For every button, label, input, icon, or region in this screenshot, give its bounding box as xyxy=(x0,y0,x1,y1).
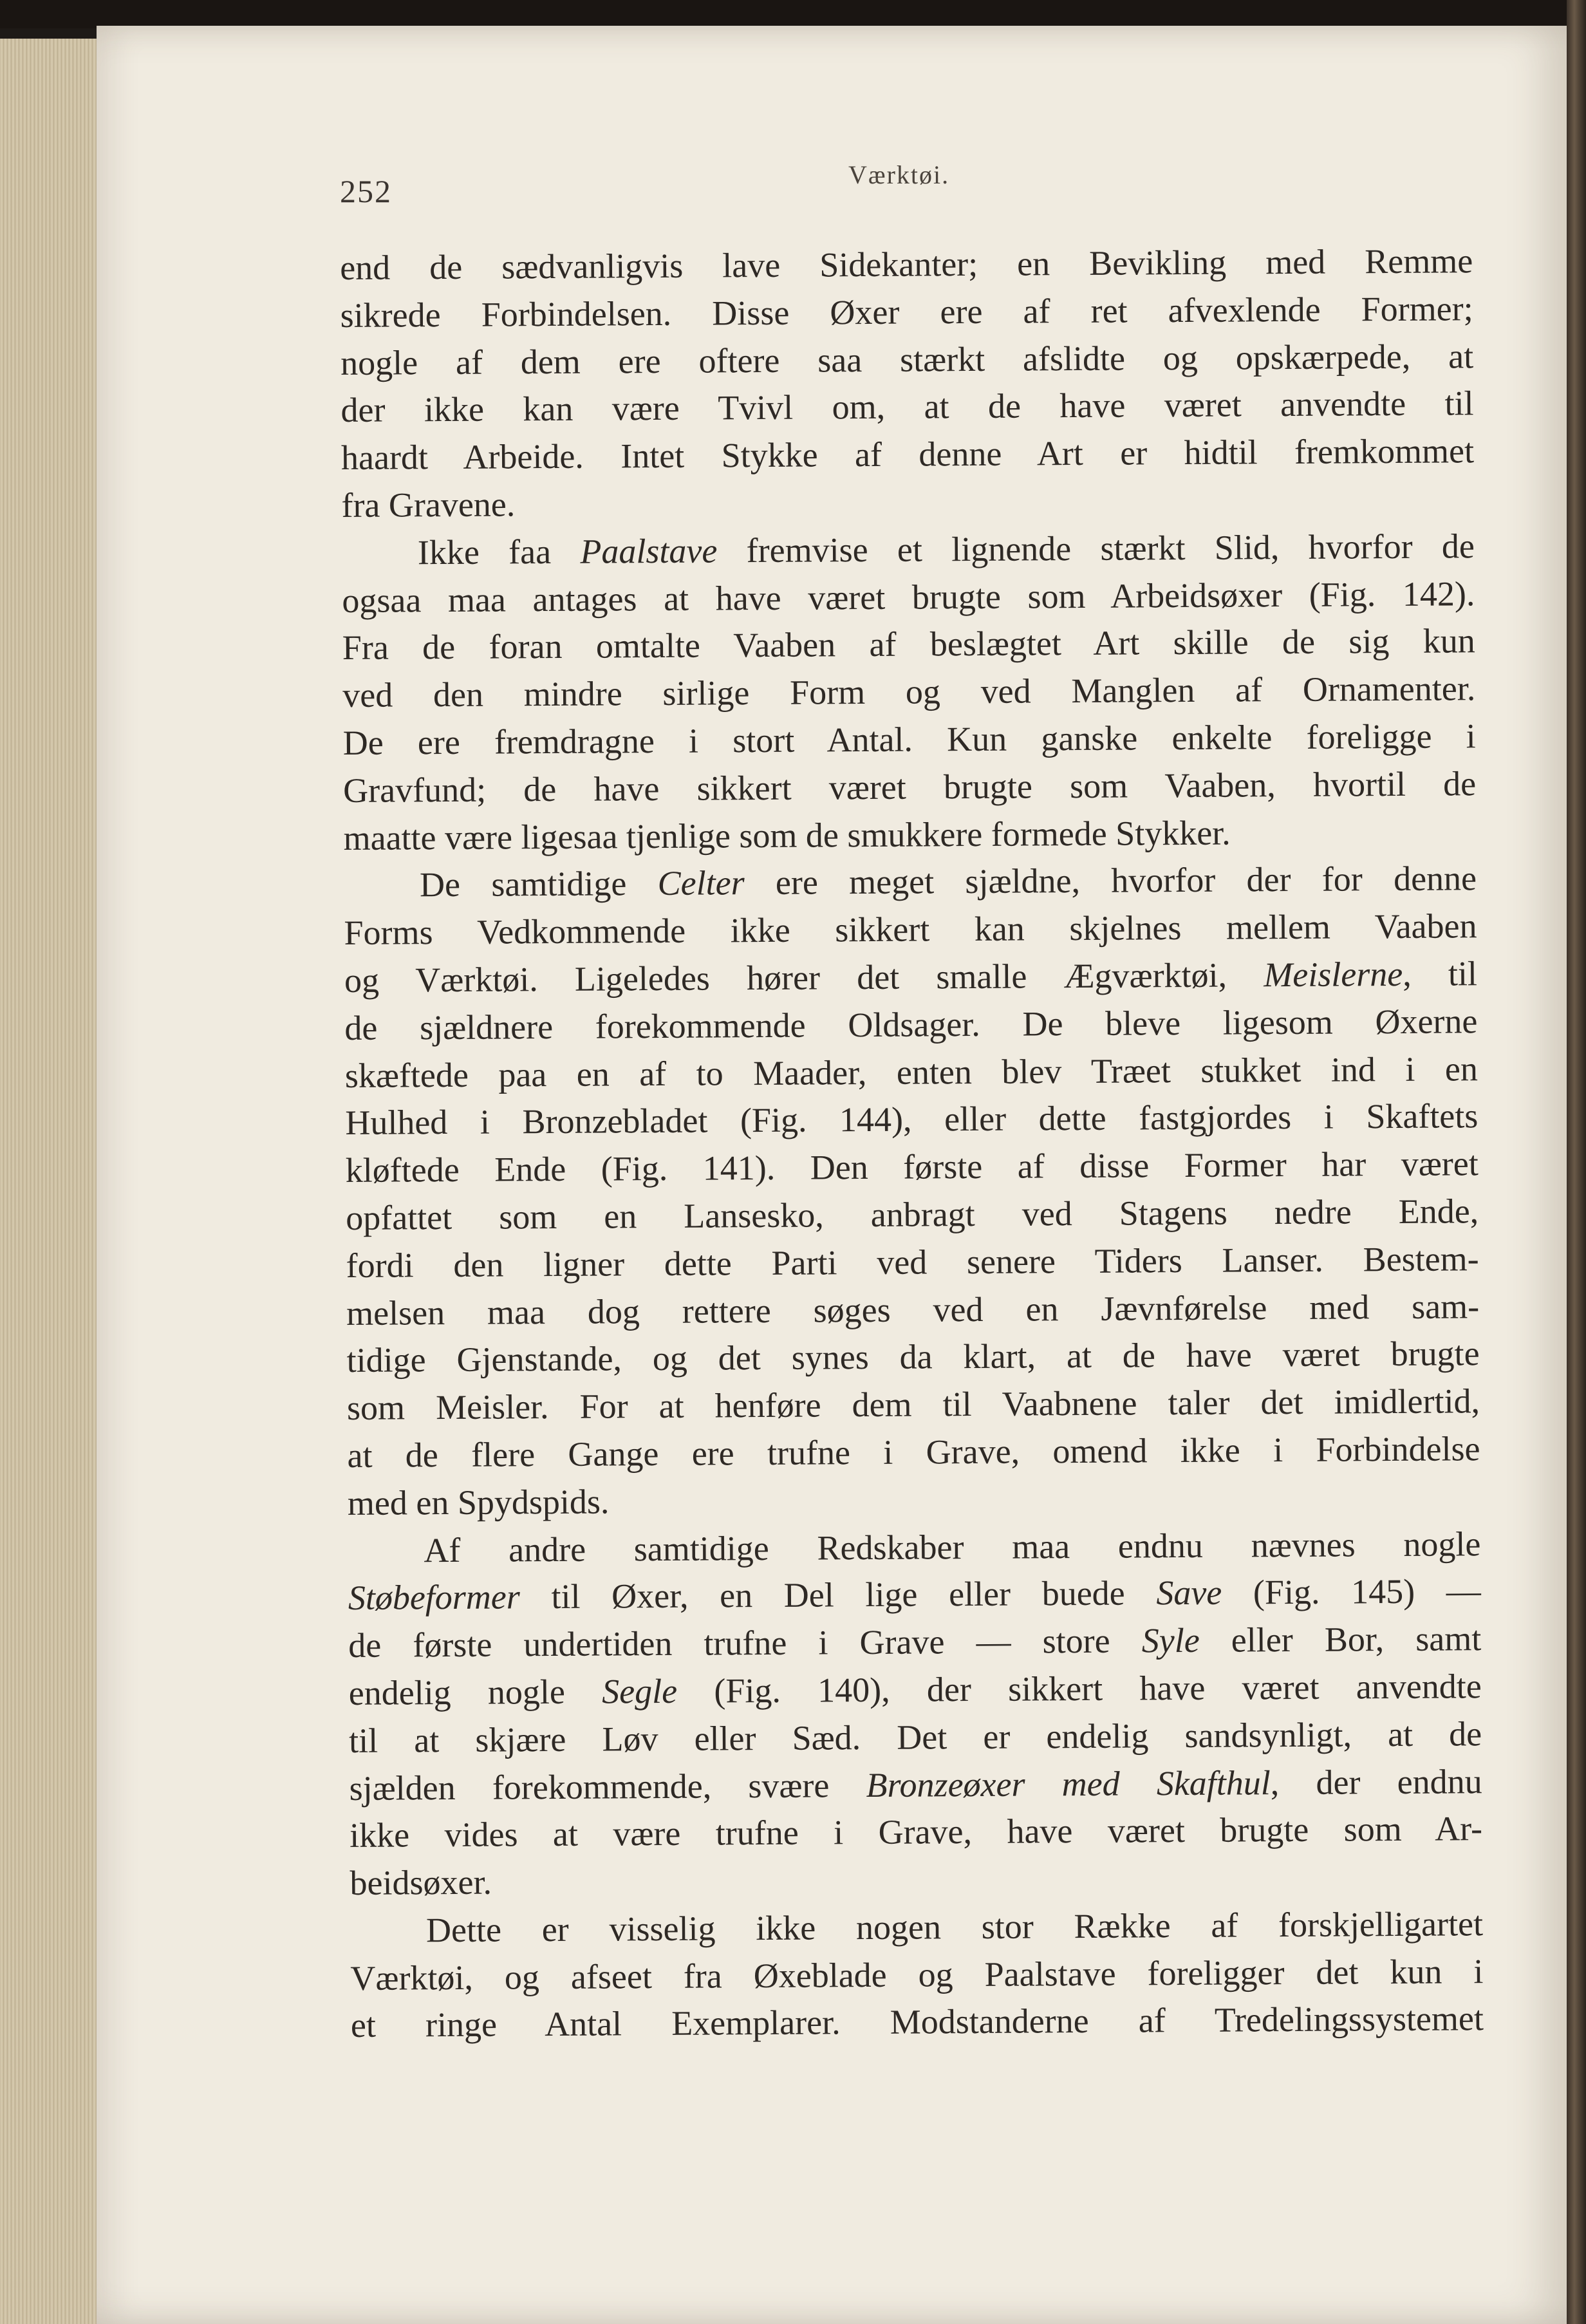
text-line: der ikke kan være Tvivl om, at de have været anvendte til xyxy=(341,384,1474,430)
text-line: melsen maa dog rettere søges ved en Jævnførelse med sam- xyxy=(346,1286,1480,1333)
page-number: 252 xyxy=(340,173,392,209)
text-line: sikrede Forbindelsen. Disse Øxer ere af ret afvexlende Former; xyxy=(340,289,1473,335)
text-line: ikke vides at være trufne i Grave, have været brugte som Ar- xyxy=(349,1809,1483,1855)
book-spine-edge xyxy=(1567,0,1586,2324)
text-line: Værktøi, og afseet fra Øxeblade og Paalstave foreligger det kun i xyxy=(350,1951,1484,1998)
text-line: til at skjære Løv eller Sæd. Det er endelig sandsynligt, at de xyxy=(349,1714,1482,1760)
text-line: Støbeformer til Øxer, en Del lige eller buede Save (Fig. 145) — xyxy=(348,1571,1482,1618)
text-line: beidsøxer. xyxy=(350,1862,492,1903)
text-line: at de flere Gange ere trufne i Grave, omend ikke i Forbindelse xyxy=(347,1429,1480,1475)
text-line: end de sædvanligvis lave Sidekanter; en Bevikling med Remme xyxy=(340,241,1473,287)
italic-term: Støbeformer xyxy=(348,1577,520,1618)
text-line: sjælden forekommende, svære Bronzeøxer med Skafthul, der endnu xyxy=(349,1761,1482,1808)
italic-term: Syle xyxy=(1141,1620,1200,1660)
page-header xyxy=(340,160,1486,211)
italic-term: Segle xyxy=(602,1671,678,1711)
text-line: Hulhed i Bronzebladet (Fig. 144), eller dette fastgjordes i Skaftets xyxy=(345,1096,1479,1143)
italic-term: Save xyxy=(1156,1573,1222,1613)
text-line: de sjældnere forekommende Oldsager. De bleve ligesom Øxerne xyxy=(344,1001,1478,1047)
body-text xyxy=(340,238,1484,2050)
text-line: tidige Gjenstande, og det synes da klart, at de have været brugte xyxy=(346,1334,1480,1380)
text-line: kløftede Ende (Fig. 141). Den første af disse Former har været xyxy=(345,1144,1479,1190)
text-line: og Værktøi. Ligeledes hører det smalle Ægværktøi, Meislerne, til xyxy=(344,954,1478,1000)
italic-term: Paalstave xyxy=(580,531,718,571)
book-page-edges xyxy=(0,39,97,2324)
text-line: skæftede paa en af to Maader, enten blev Træet stukket ind i en xyxy=(344,1049,1479,1095)
text-line: et ringe Antal Exemplarer. Modstanderne af Tredelingssystemet xyxy=(350,1999,1484,2045)
text-line: fra Gravene. xyxy=(341,485,516,525)
text-line: De ere fremdragne i stort Antal. Kun ganske enkelte foreligge i xyxy=(342,717,1476,762)
text-line: Fra de foran omtalte Vaaben af beslægtet Art skille de sig kun xyxy=(342,621,1475,668)
text-line: fordi den ligner dette Parti ved senere Tiders Lanser. Bestem- xyxy=(346,1239,1479,1285)
text-line: som Meisler. For at henføre dem til Vaabnene taler det imidlertid, xyxy=(346,1382,1480,1428)
text-line: Af andre samtidige Redskaber maa endnu nævnes nogle xyxy=(424,1524,1481,1570)
text-line: Gravfund; de have sikkert været brugte som Vaaben, hvortil de xyxy=(342,764,1477,810)
text-line: de første undertiden trufne i Grave — store Syle eller Bor, samt xyxy=(348,1619,1482,1665)
running-head: Værktøi. xyxy=(848,160,950,189)
text-line: Forms Vedkommende ikke sikkert kan skjelnes mellem Vaaben xyxy=(344,906,1477,953)
text-line: ogsaa maa antages at have været brugte som Arbeidsøxer (Fig. 142). xyxy=(342,574,1475,620)
text-line: opfattet som en Lansesko, anbragt ved Stagens nedre Ende, xyxy=(346,1192,1479,1237)
italic-term: Meislerne xyxy=(1264,954,1403,995)
text-line: nogle af dem ere oftere saa stærkt afslidte og opskærpede, at xyxy=(340,336,1474,382)
text-line: haardt Arbeide. Intet Stykke af denne Art er hidtil fremkommet xyxy=(341,431,1475,478)
text-line: endelig nogle Segle (Fig. 140), der sikkert have været anvendte xyxy=(348,1667,1482,1712)
italic-term: Celter xyxy=(657,863,745,903)
text-line: De samtidige Celter ere meget sjældne, hvorfor der for denne xyxy=(419,859,1477,904)
italic-term: Bronzeøxer med Skafthul xyxy=(866,1763,1271,1804)
text-line: med en Spydspids. xyxy=(347,1482,610,1523)
scan-top-border xyxy=(0,0,1586,28)
text-line: Ikke faa Paalstave fremvise et lignende stærkt Slid, hvorfor de xyxy=(417,527,1475,572)
text-line: Dette er visselig ikke nogen stor Række af forskjelligartet xyxy=(425,1904,1484,1950)
text-line: ved den mindre sirlige Form og ved Manglen af Ornamenter. xyxy=(342,669,1476,715)
text-line: maatte være ligesaa tjenlige som de smukkere formede Stykker. xyxy=(343,813,1231,857)
